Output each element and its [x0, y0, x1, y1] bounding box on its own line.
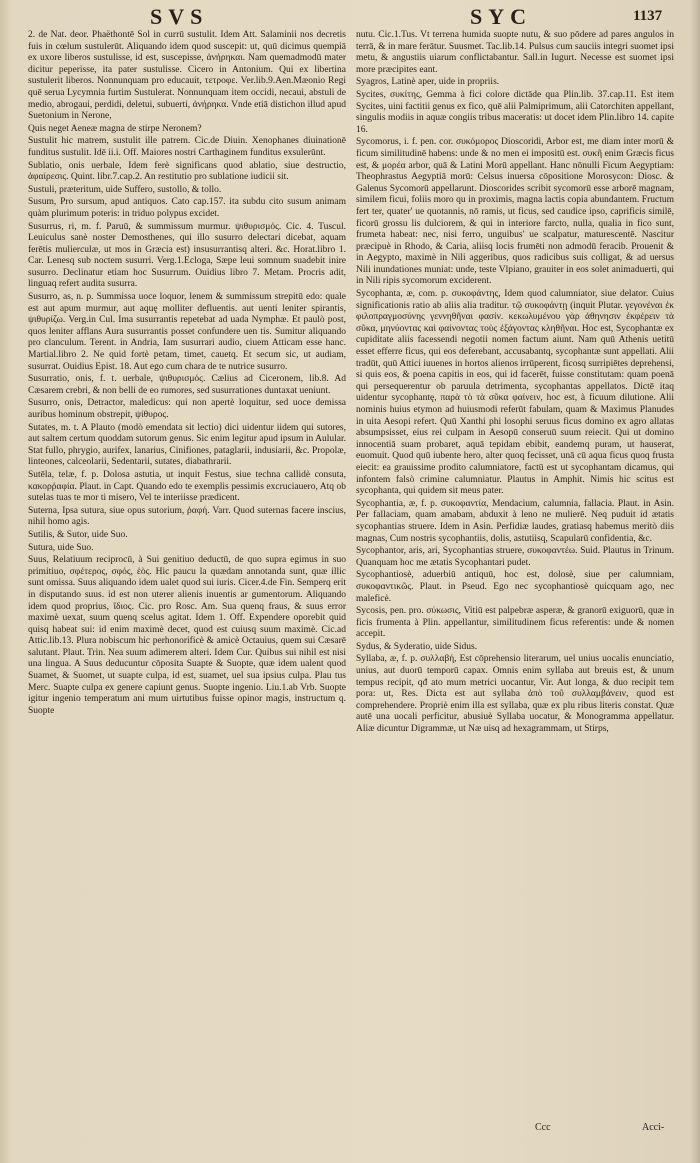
entry-paragraph: Susurrus, ri, m. f. Paruū, & summissum murmur. ψιθυρισμός. Cic. 4. Tuscul. Leuiculus sanè noster Demosthenes, qui illo susurro delectari dicebat, aquam ferētis mulierculæ, ut mos in Græcia est) insusurrantisq alteri. &c. Horat.libro 1. Car. Lenesq sub noctem susurri. Verg.1.Ecloga, Sæpe leui somnum suadebit inire susurro. Declinatur etiam hoc Susurrum. Ouidius libro 7. Metam. Procris adit, linguaq refert audita susurra. — [28, 221, 346, 290]
entry-paragraph: Sutēla, telæ, f. p. Dolosa astutia, ut inquit Festus, siue techna callidè consuta, κακορῤαφία. Plaut. in Capt. Quando edo te exemplis pessimis excruciauero, Atq ob sutelas tuas te mor ti misero, Vel te interiisse prædicent. — [28, 469, 346, 504]
entry-paragraph: Suterna, Ipsa sutura, siue opus sutorium, ῥαφή. Varr. Quod suternas facere inscius, nihil homo agis. — [28, 505, 346, 528]
entry-paragraph: Sustulit hic matrem, sustulit ille patrem. Cic.de Diuin. Xenophanes diuinationē funditus sustulit. Idē ii.i. Off. Maiores nostri Carthaginem funditus exsulerūnt. — [28, 136, 346, 158]
left-column — [28, 30, 346, 1120]
entry-paragraph: Sustuli, præteritum, uide Suffero, sustollo, & tollo. — [28, 184, 222, 195]
signature-mark: Ccc — [535, 1122, 551, 1133]
entry-paragraph: Sycophantiosè, aduerbiū antiquū, hoc est, dolosè, siue per calumniam, συκοφαντικῶς. Plaut. in Pseud. Ego nec sycophantiosè quicquam ago, nec maleficè. — [356, 570, 674, 604]
entry-paragraph: Syagros, Latinè aper, uide in propriis. — [356, 77, 500, 88]
entry-paragraph: Sycophanta, æ, com. p. συκοφάντης, Idem quod calumniator, siue delator. Cuius significationis ratio ab aliis alia traditur. τῷ συκοφάντῃ (inquit Plutar. γεγονέναι ἐκ φιλοπραγμοσύνης γεννηθῆναι φασίν. κεκωλυμένου γὰρ ἀθηνησιν ἐκφέρειν τὰ σῦκα, μηνύοντας καὶ φαίνοντας τοὺς ἐξάγοντας κληθῆναι. Hoc est, Sycophantæ ex cupiditate aliis facessendi negotii nomen factum aiunt. Nam quū Athenis uetitū esset efferre ficus, qui eos deferebant, accusabantq, sycophantæ sunt appellati. Alii tradūt, quū Attici iuuenes in hortos alienos irrūperent, ficosq surripiētes deprehensi, si quis eos, & poena capitis in eos, qui id facerēt, fuisse constitutam: quam poenā qui persequerentur ob paruula detrimenta, sycophantas appellatos. Dictē itaq uidentur sycophantę, παρὰ τὸ τὰ σῦκα φαίνειν, hoc est, à ficuum dilutione. Alii nominis huius etymon ad huiusmodi referūt fabulam, quam & Maximus Planudes in uita Aesopi refert. Quū Xanthi phi losophi seruus ficus domino ex agro allatas absumpsisset, eius rei culpam in Aesopū conseruū suum reiecit. Qui ut domino innocentiā suam probaret, aquā tepidam ebibit, eandemq puram, ut hauserat, euomuit. Quod quū iubente hero, alter quoq fecisset, unā cū aqua ficus quoq frusta eiecit: ea grauissime prodito calumniatore, factū est ut sycophantam dicamus, qui infontem falsò crimine calumniatur. Plautus in Amphit. Nimis hic scitus est sycophanta, qui quidem sit meus pater. — [356, 289, 674, 497]
entry-paragraph: Sycophantor, aris, ari, Sycophantias struere, συκοφαντέω. Suid. Plautus in Trinum. Quanquam hoc me ætatis Sycophantari pudet. — [356, 546, 674, 568]
entry-paragraph: Sutura, uide Suo. — [28, 542, 94, 553]
entry-paragraph: nutu. Cic.1.Tus. Vt terrena humida suopte nutu, & suo pōdere ad pares angulos in terrā, & in mare ferātur. Suusmet. Tac.lib.14. Pulsus cum sauciis integri suomet ipsi metu, & angustiis uiarum conflictabantur. Sall.in Iugurt. Necesse est suomet ipsi more præcipites eant. — [356, 30, 674, 75]
entry-paragraph: 2. de Nat. deor. Phaëthontē Sol in currū sustulit. Idem Att. Salaminii nos decretis fuis in cœlum sustulerūt. Aliquando idem quod suscepit: ut, quū dicimus quempiā ex uxore liberos sustulisse, id est, suscepisse, ἀνήρηκαι. Nam quemadmodū mater dicitur peperisse, ita pater sustulisse. Cicero in Antonium. Qui ex libertina sustulerit liberos. Nonnunquam pro educauit, τετροφε. Ver.lib.9.Aen.Mæonio Regi quē serua Lycymnia furtim Sustulerat. Nonnunquam item occidi, necaui, abstuli de medio, abrogaui, perdidi, deletui, subuerti, ἀνήρηκα. Vnde etiā distichon illud apud Suetonium in Nerone, — [28, 30, 346, 122]
page-number: 1137 — [633, 8, 663, 24]
text-columns — [28, 30, 682, 1120]
entry-paragraph: Susurratio, onis, f. t. uerbale, ψιθυρισμός. Cælius ad Ciceronem, lib.8. Ad Cæsarem crebri, & non belli de eo rumores, sed susurrationes duntaxat ueniunt. — [28, 374, 346, 396]
catchword: Acci- — [642, 1122, 665, 1133]
entry-paragraph: Susum, Pro sursum, apud antiquos. Cato cap.157. ita subdu cito susum animam quàm plurimum poteris: in triduo polypus excidet. — [28, 197, 346, 219]
page-edge-shadow — [690, 0, 700, 1163]
entry-paragraph: Sycites, συκίτης, Gemma à fici colore dictāde qua Plin.lib. 37.cap.11. Est item Sycites, uini factitii genus ex fico, quē alii Palmiprimum, alii Catorchiten appellant, singulis modiis in aquæ congiis tribus maceratis: ut docet idem Plin.libro 14. capite 16. — [356, 89, 674, 135]
running-head-right: SYC — [470, 4, 533, 29]
entry-paragraph: Susurro, onis, Detractor, maledicus: qui non apertè loquitur, sed uoce demissa auribus hominum obstrepit, ψίθυρος. — [28, 398, 346, 420]
entry-paragraph: Sutilis, & Sutor, uide Suo. — [28, 529, 128, 540]
entry-paragraph: Sydus, & Syderatio, uide Sidus. — [356, 641, 478, 652]
entry-paragraph: Syllaba, æ, f. p. συλλαβή, Est cōprehensio literarum, uel unius uocalis enunciatio, unius, aut duorū temporū capax. Omnis enim syllaba aut breuis est, & unum tempus recipit, qđ ato mum metrici uocantur, Vir. Aut longa, & duo recipit tem pora: ut, Res. Dicta est aut syllaba ἀπὸ τοῦ συλλαμβάνειν, quod est comprehendere. Propriè enim illa est syllaba, quæ ex plu ribus literis constat. Quæ autē una uocali perficitur, abusiuè Syllaba uocatur, & Monogramma appellatur. Aliæ dicuntur Digrammæ, ut Næ uisq ad hexagrammam, ut Stirps, — [356, 654, 674, 735]
entry-paragraph: Susurro, as, n. p. Summissa uoce loquor, lenem & summissum strepitū edo: quale est aut apum murmur, aut aquę molliter defluentis. aut uenti leniter spirantis, ψιθυρίζω. Verg.in Cul. Ima susurrantis repetebat ad uada Nymphæ. Et paulò post, quos leniter afflans Aura susurrantis posset confundere uen tis. Sumitur aliquando pro clanculum. Terent. in Andria, Iam susurrari audio, ciuem Atticam esse hanc. Martial.libro 2. Ne quid fortè petam, timet, cauetq. Et secum sic, ut audiam, susurrat. Ouidius Epist. 18. Aut ego cum chara de te nutrice susurro. — [28, 292, 346, 372]
entry-paragraph: Quis neget Aeneæ magna de stirpe Neronem? — [28, 123, 202, 134]
entry-paragraph: Sycosis, pen. pro. σύκωσις, Vitiū est palpebræ asperæ, & granorū exiguorū, quæ in ficis frumenta à Plin. appellantur, similitudinem ficus referentis: unde & nomen accepit. — [356, 606, 674, 640]
running-head — [0, 4, 700, 28]
entry-paragraph: Sycophantia, æ, f. p. συκοφαντία, Mendacium, calumnia, fallacia. Plaut. in Asin. Per fallaciam, quam amabam, abduxit à leno ne mulierē. Neq puduit id ætatis sycophantias struere. Idem in Asin. Perfidiæ laudes, gratiasq habemus meritò diis magnas, Cum nostris sycophantiis, dolis, astutiisq, Scapularū confidentia, &c. — [356, 498, 674, 544]
right-column — [356, 30, 674, 1120]
entry-paragraph: Sycomorus, i. f. pen. cor. συκόμορος Dioscoridi, Arbor est, me diam inter morū & ficum similitudinē habens: unde & no men ei impositū est. συκῆ enim Græcis ficus est, & μορέα arbor, quā & Latini Morū appellant. Hanc nōnulli Ficum Aegyptiam: Theophrastus Aegyptiā morū: Celsus inuersa cōpositione Morosycon: Diosc. & Galenus Sycomorū appellarunt. Dioscorides scribit sycomorū esse arborē magnam, similem ficui, foliis moro qu in proximis, magna lactis copia abundantem. Fructum fert ter, quater' ue quotannis, nō ramis, ut ficus, sed caudice ipso, caprificis similē, ficorū grossu lis dulciorem, & qui in interiore farcto, nulla, qualia in fico sunt, frumeta habeat: nec, nisi ferro, unguibus' ue scalpatur, maturescentē. Nascitur præcipuè in Rhodo, & Caria, aliisq locis frumēti non admodū feracib. Prouenit & in Aegypto, maximè in Nili aggeribus, quos radicibus suis colligat, & ad uersus Nili inundationes muniat: unde, teste Vlpiano, grauiter in eos solet animaduerti, qui in Nili ripis sycomorum exciderent. — [356, 137, 674, 287]
entry-paragraph: Suus, Relatiuum reciprocū, à Sui genitiuo deductū, de quo supra egimus in suo primitiuo, σφέτερος, σφός, ἑὸς. Hic paucu la quædam annotanda sunt, quæ illic sunt omissa. Suus aliquando idem ualet quod sui iuris. Cicer.4.de Fin. Semperq erit in disputando suus. id est non uterer alienis inuentis ar gumentorum. Aliquando idem quod proprius, ἴδιος. Cic. pro Rosc. Am. Sua quenq fraus, & suus error maximè uexat, suum quenq scelus agitat. Idem 1. Off. Expendere oporebit quid quisq habeat sui: id enim maximè decet, quod est cuiusq suum maximè. Cic.ad Attic.lib.13. Plura nobiscum hic perhonorificè & amicè Octauius, quem sui Cæsarē salutant. Plaut. Trin. Nea suum adimerem alteri. Idem Cur. Quibus sui nihil est nisi una lingua. A Suus deducuntur cōposita Suapte & Suopte, quæ idem ualent quod Suamet, & Suomet, ut suapte culpa, id est, suamet, uel sua ipsius culpa. Plau tus Merc. Suapte culpa ex genere capiunt genus. Suopte ingenio. Liu.1.ab Vrb. Suopte igitur ingenio temperatum ani mum uirtutibus fuisse opinor magis, instructum q. Suopte — [28, 555, 346, 716]
entry-paragraph: Sutates, m. t. A Plauto (modò emendata sit lectio) dici uidentur iidem qui sutores, aut saltem certum quoddam sutorum genus. Sic enim legitur apud ipsum in Aulular. Stat fullo, phrygio, aurifex, lanarius, Cinifiones, pataglarii, indusiarii, &c. Propolæ, linteones, calceolarii, Sedentarii, sutates, diabathrarii. — [28, 422, 346, 468]
running-head-left: SVS — [150, 4, 209, 29]
entry-paragraph: Sublatio, onis uerbale, Idem ferè significans quod ablatio, siue destructio, ἀφαίρεσις. Quint. libr.7.cap.2. An restitutio pro sublatione iudicii sit. — [28, 160, 346, 183]
